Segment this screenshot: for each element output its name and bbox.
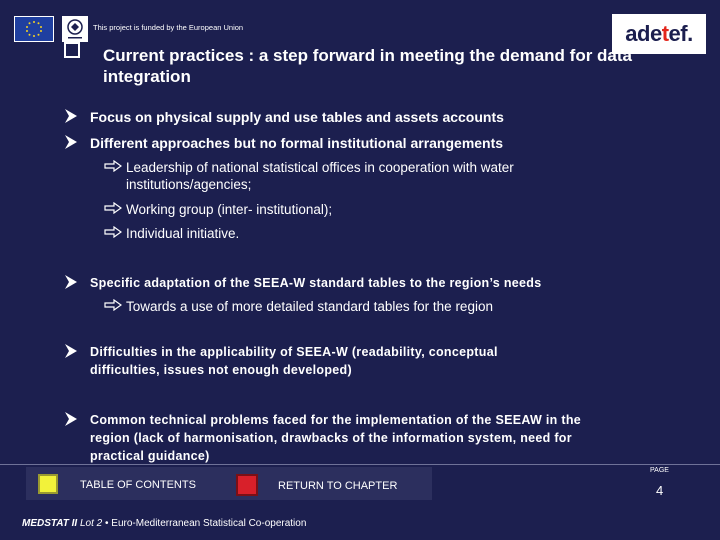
hollow-arrow-icon bbox=[104, 225, 126, 242]
emblem-icon bbox=[62, 16, 88, 42]
footer-divider bbox=[0, 464, 720, 465]
arrowhead-bullet-icon bbox=[64, 134, 78, 153]
hollow-arrow-icon bbox=[104, 159, 126, 176]
hollow-arrow-icon bbox=[104, 201, 126, 218]
bullet-item: Specific adaptation of the SEEA-W standard tables to the region’s needs bbox=[90, 276, 542, 290]
arrowhead-bullet-icon bbox=[64, 108, 78, 127]
table-of-contents-link[interactable]: TABLE OF CONTENTS bbox=[80, 479, 196, 491]
medstat-brand: MEDSTAT II bbox=[22, 518, 78, 529]
sub-item-text: Towards a use of more detailed standard tables for the region bbox=[126, 299, 493, 314]
page-number: 4 bbox=[656, 483, 664, 498]
sub-item bbox=[104, 201, 332, 218]
sub-item bbox=[104, 225, 239, 242]
arrowhead-bullet-icon bbox=[64, 411, 78, 430]
checkbox-icon bbox=[64, 42, 80, 58]
sub-item-text: Individual initiative. bbox=[126, 226, 240, 241]
footer-tagline: Euro-Mediterranean Statistical Co-operation bbox=[111, 518, 307, 529]
footer-credit bbox=[22, 518, 306, 529]
funding-notice: This project is funded by the European Union bbox=[93, 23, 244, 32]
page-label: PAGE bbox=[650, 467, 669, 474]
logo-text-end: ef. bbox=[668, 21, 693, 46]
bullet-item: Different approaches but no formal institutional arrangements bbox=[90, 135, 504, 151]
hollow-arrow-icon bbox=[104, 298, 126, 315]
table-of-contents-icon[interactable] bbox=[38, 474, 58, 494]
return-to-chapter-icon[interactable] bbox=[236, 474, 258, 496]
return-to-chapter-link[interactable]: RETURN TO CHAPTER bbox=[278, 480, 398, 492]
page-title: Current practices : a step forward in meeting the demand for data integration bbox=[103, 46, 632, 86]
arrowhead-bullet-icon bbox=[64, 343, 78, 362]
lot-label: Lot 2 bbox=[79, 518, 103, 529]
bullet-item: Common technical problems faced for the implementation of the SEEAW in the region (lack of harmonisation, drawbacks of the information system, need for practical guidance) bbox=[90, 413, 582, 463]
bullet-item: Difficulties in the applicability of SEEA-W (readability, conceptual difficulties, issues not enough developed) bbox=[90, 345, 498, 377]
logo-text-main: ade bbox=[625, 21, 662, 46]
sub-item-text: Leadership of national statistical offices in cooperation with water bbox=[126, 160, 514, 175]
sub-item bbox=[104, 298, 493, 315]
sub-item-text: Working group (inter- institutional); bbox=[126, 202, 333, 217]
sub-item bbox=[104, 159, 514, 193]
sub-item-text-cont: institutions/agencies; bbox=[126, 177, 252, 192]
logo-text-accent: t bbox=[661, 21, 669, 46]
eu-flag-icon bbox=[14, 16, 54, 42]
bullet-item: Focus on physical supply and use tables and assets accounts bbox=[90, 109, 504, 125]
arrowhead-bullet-icon bbox=[64, 274, 78, 293]
bullet-dot: • bbox=[105, 518, 109, 529]
